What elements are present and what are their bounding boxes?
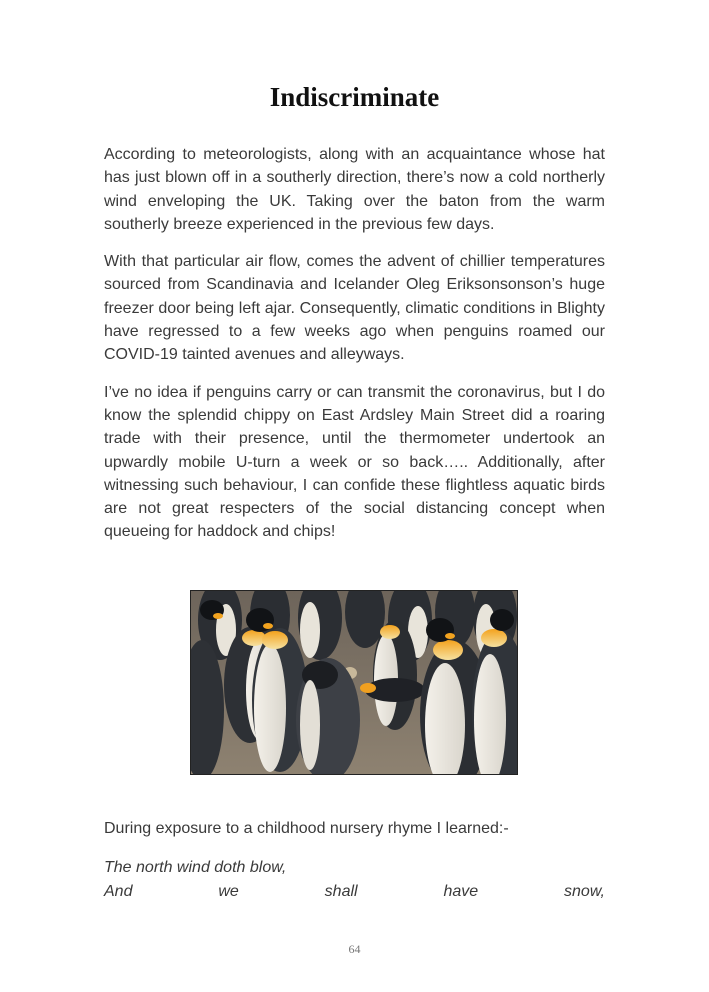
poem bbox=[104, 856, 605, 904]
poem-word: we bbox=[218, 883, 239, 900]
poem-word: And bbox=[104, 883, 133, 900]
page-title: Indiscriminate bbox=[269, 82, 440, 112]
poem-line-1: The north wind doth blow, bbox=[104, 859, 287, 876]
penguins-photo bbox=[190, 590, 518, 775]
paragraph-3: I’ve no idea if penguins carry or can transmit the coronavirus, but I do know the splendid chippy on East Ardsley Main Street did a roaring trade with their presence, until the thermometer undertook an upwardly mobile U-turn a week or so back….. Additionally, after witnessing such behaviour, I can confide these flightless aquatic birds are not great respecters of the social distancing concept when queueing for haddock and chips! bbox=[104, 383, 605, 541]
page-number: 64 bbox=[348, 942, 361, 956]
poem-line-2 bbox=[104, 880, 605, 904]
body-text bbox=[104, 143, 605, 558]
intro-line: During exposure to a childhood nursery rhyme I learned:- bbox=[104, 820, 509, 837]
poem-word: snow, bbox=[564, 883, 605, 900]
poem-word: have bbox=[443, 883, 479, 900]
paragraph-1: According to meteorologists, along with an acquaintance whose hat has just blown off in a southerly direction, there’s now a cold northerly wind enveloping the UK. Taking over the baton from the warm southerly breeze experienced in the previous few days. bbox=[104, 146, 605, 233]
poem-word: shall bbox=[324, 883, 358, 900]
paragraph-2: With that particular air flow, comes the advent of chillier temperatures sourced from Scandinavia and Icelander Oleg Eriksonsonson’s huge freezer door being left ajar. Consequently, climatic conditions in Blighty have regressed to a few weeks ago when penguins roamed our COVID-19 tainted avenues and alleyways. bbox=[104, 253, 605, 364]
